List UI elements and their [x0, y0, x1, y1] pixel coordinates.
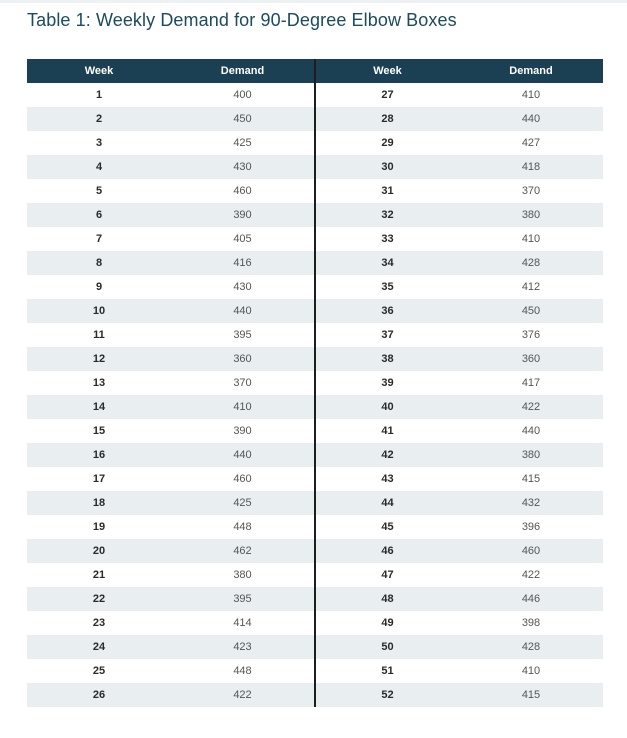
demand-cell-left: 448 [233, 521, 252, 533]
header-week-right: Week [315, 59, 459, 83]
week-cell-right: 37 [315, 323, 459, 347]
demand-cell-right: 428 [459, 635, 603, 659]
demand-cell-right: 440 [521, 425, 541, 437]
demand-cell-left: 425 [233, 137, 252, 149]
week-cell-left: 14 [27, 395, 171, 419]
demand-cell-left: 448 [233, 665, 252, 677]
header-week-left: Week [27, 59, 171, 83]
week-cell-right: 38 [315, 347, 459, 371]
week-cell-right: 40 [315, 395, 459, 419]
demand-cell-left: 395 [233, 329, 252, 341]
week-cell-left: 23 [92, 617, 106, 629]
demand-cell-left: 390 [171, 203, 315, 227]
table-row [27, 419, 603, 443]
table-row [27, 587, 603, 611]
table-row [27, 563, 603, 587]
week-cell-right: 30 [315, 155, 459, 179]
week-cell-right: 48 [315, 587, 459, 611]
demand-cell-right: 410 [521, 665, 541, 677]
week-cell-left: 2 [27, 107, 171, 131]
week-cell-right: 52 [315, 683, 459, 707]
demand-cell-right: 415 [459, 683, 603, 707]
week-cell-left: 19 [92, 521, 106, 533]
table-row [27, 371, 603, 395]
week-cell-right: 51 [315, 659, 459, 683]
week-cell-left: 11 [93, 329, 105, 341]
table-row [27, 323, 603, 347]
week-cell-left: 3 [95, 137, 103, 149]
table-row [27, 539, 603, 563]
demand-cell-left: 430 [171, 155, 315, 179]
week-cell-right: 44 [315, 491, 459, 515]
week-cell-right: 47 [315, 563, 459, 587]
table-row [27, 491, 603, 515]
demand-cell-left: 440 [171, 299, 315, 323]
demand-cell-left: 400 [233, 89, 252, 101]
table-row [27, 275, 603, 299]
demand-cell-left: 430 [233, 281, 252, 293]
demand-cell-right: 380 [459, 443, 603, 467]
demand-cell-left: 416 [171, 251, 315, 275]
week-cell-right: 31 [315, 179, 459, 203]
week-cell-right: 28 [315, 107, 459, 131]
table-row [27, 155, 603, 179]
table-row [27, 251, 603, 275]
demand-cell-left: 425 [171, 491, 315, 515]
week-cell-right: 36 [315, 299, 459, 323]
week-cell-right: 29 [315, 131, 459, 155]
week-cell-left: 24 [27, 635, 171, 659]
table-row [27, 347, 603, 371]
week-cell-left: 6 [27, 203, 171, 227]
table-row [27, 635, 603, 659]
table-row [27, 107, 603, 131]
week-cell-left: 4 [27, 155, 171, 179]
week-cell-left: 7 [95, 233, 103, 245]
week-cell-right: 41 [315, 419, 459, 443]
week-cell-right: 50 [315, 635, 459, 659]
demand-cell-right: 440 [459, 107, 603, 131]
demand-cell-left: 422 [171, 683, 315, 707]
week-cell-left: 1 [95, 89, 103, 101]
table-row [27, 203, 603, 227]
table-body [27, 83, 603, 707]
demand-cell-left: 395 [171, 587, 315, 611]
demand-cell-right: 446 [459, 587, 603, 611]
demand-cell-right: 396 [521, 521, 541, 533]
demand-cell-left: 370 [233, 377, 252, 389]
table-row [27, 395, 603, 419]
table-title: Table 1: Weekly Demand for 90-Degree Elbow Boxes [27, 10, 457, 30]
table-row [27, 611, 603, 635]
demand-cell-left: 450 [171, 107, 315, 131]
demand-cell-left: 460 [233, 473, 252, 485]
demand-cell-left: 423 [171, 635, 315, 659]
demand-cell-right: 417 [521, 377, 541, 389]
table-row [27, 659, 603, 683]
week-cell-left: 12 [27, 347, 171, 371]
demand-cell-left: 405 [233, 233, 252, 245]
table-row [27, 467, 603, 491]
demand-cell-right: 370 [521, 185, 541, 197]
demand-cell-right: 422 [521, 569, 541, 581]
week-cell-left: 9 [95, 281, 103, 293]
demand-cell-right: 428 [459, 251, 603, 275]
week-cell-right: 46 [315, 539, 459, 563]
demand-cell-left: 440 [171, 443, 315, 467]
demand-cell-right: 427 [521, 137, 541, 149]
table-row [27, 299, 603, 323]
demand-cell-right: 380 [459, 203, 603, 227]
table-row [27, 515, 603, 539]
demand-cell-right: 415 [521, 473, 541, 485]
demand-cell-right: 432 [459, 491, 603, 515]
demand-cell-left: 462 [171, 539, 315, 563]
week-cell-left: 22 [27, 587, 171, 611]
demand-cell-right: 450 [459, 299, 603, 323]
demand-table-container [27, 59, 603, 707]
week-cell-right: 43 [315, 467, 459, 491]
week-cell-left: 20 [27, 539, 171, 563]
header-demand-left: Demand [171, 59, 315, 83]
header-demand-right: Demand [459, 59, 603, 83]
demand-cell-left: 410 [171, 395, 315, 419]
table-row [27, 179, 603, 203]
week-cell-left: 16 [27, 443, 171, 467]
demand-cell-right: 422 [459, 395, 603, 419]
week-cell-right: 45 [315, 515, 459, 539]
week-cell-left: 18 [27, 491, 171, 515]
table-row [27, 227, 603, 251]
week-cell-left: 21 [92, 569, 106, 581]
top-edge-bar [0, 0, 627, 3]
table-row [27, 131, 603, 155]
week-cell-left: 26 [27, 683, 171, 707]
week-cell-left: 25 [92, 665, 106, 677]
week-cell-left: 10 [27, 299, 171, 323]
demand-cell-right: 376 [521, 329, 541, 341]
demand-cell-right: 460 [459, 539, 603, 563]
week-cell-right: 27 [315, 83, 459, 107]
week-cell-left: 13 [92, 377, 106, 389]
demand-cell-right: 410 [521, 89, 541, 101]
table-row [27, 683, 603, 707]
demand-cell-left: 360 [171, 347, 315, 371]
demand-cell-right: 410 [521, 233, 541, 245]
week-cell-right: 34 [315, 251, 459, 275]
demand-cell-left: 414 [233, 617, 252, 629]
demand-cell-right: 398 [521, 617, 541, 629]
demand-cell-right: 360 [459, 347, 603, 371]
table-row [27, 443, 603, 467]
table-row [27, 83, 603, 107]
week-cell-left: 17 [92, 473, 106, 485]
week-cell-left: 15 [92, 425, 106, 437]
week-cell-right: 39 [315, 371, 459, 395]
week-cell-right: 42 [315, 443, 459, 467]
weekly-demand-table [27, 59, 603, 707]
demand-cell-right: 412 [521, 281, 541, 293]
week-cell-left: 5 [95, 185, 103, 197]
week-cell-right: 33 [315, 227, 459, 251]
demand-cell-left: 390 [233, 425, 252, 437]
demand-cell-left: 380 [233, 569, 252, 581]
demand-cell-right: 418 [459, 155, 603, 179]
week-cell-left: 8 [27, 251, 171, 275]
week-cell-right: 49 [315, 611, 459, 635]
demand-cell-left: 460 [233, 185, 252, 197]
week-cell-right: 35 [315, 275, 459, 299]
week-cell-right: 32 [315, 203, 459, 227]
table-header-row [27, 59, 603, 83]
